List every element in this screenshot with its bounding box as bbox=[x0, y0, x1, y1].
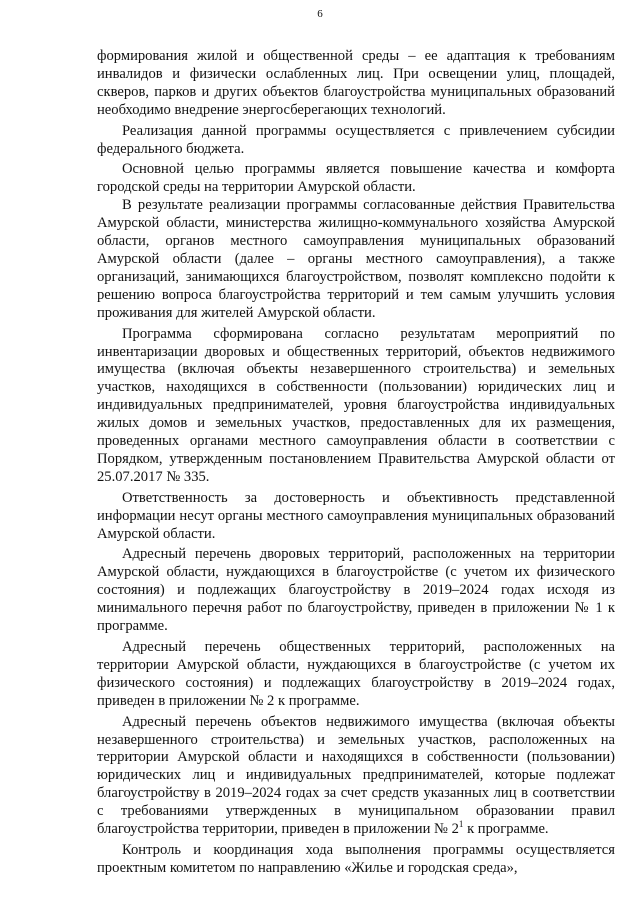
paragraph-6: Ответственность за достоверность и объективность представленной информации несут органы местного самоуправления муниципальных образований Амурской области. bbox=[97, 489, 615, 542]
paragraph-8: Адресный перечень общественных территорий, расположенных на территории Амурской области, нуждающихся в благоустройстве (с учетом их физического состояния) и подлежащих благоустройству в 2019–2024 годах, приведен в приложении № 2 к программе. bbox=[97, 639, 615, 709]
paragraph-5: Программа сформирована согласно результатам мероприятий по инвентаризации дворовых и общественных территорий, объектов недвижимого имущества (включая объекты незавершенного строительства) и земельных участков, находящихся в собственности (пользовании) юридических лиц и индивидуальных предпринимателей, уровня благоустройства индивидуальных жилых домов и земельных участков, предоставленных для их размещения, проведенных органами местного самоуправления области в соответствии с Порядком, утвержденным постановлением Правительства Амурской области от 25.07.2017 № 335. bbox=[97, 325, 615, 485]
paragraph-9-text: Адресный перечень объектов недвижимого имущества (включая объекты незавершенного строительства) и земельных участков, расположенных на территории Амурской области и находящихся в собственности (пользовании) юридических лиц и индивидуальных предпринимателей, которые подлежат благоустройству в 2019–2024 годах за счет средств указанных лиц в соответствии с требованиями утвержденных в муниципальном образовании правил благоустройства территории, приведен в приложении № 2 bbox=[97, 713, 615, 838]
document-body bbox=[97, 48, 615, 878]
page-number: 6 bbox=[317, 8, 323, 20]
paragraph-2: Реализация данной программы осуществляется с привлечением субсидии федерального бюджета. bbox=[97, 122, 615, 157]
paragraph-1: формирования жилой и общественной среды – ее адаптация к требованиям инвалидов и физически ослабленных лиц. При освещении улиц, площадей, скверов, парков и других объектов благоустройства муниципальных образований необходимо внедрение энергосберегающих технологий. bbox=[97, 48, 615, 118]
paragraph-3: Основной целью программы является повышение качества и комфорта городской среды на территории Амурской области. bbox=[97, 161, 615, 196]
paragraph-7: Адресный перечень дворовых территорий, расположенных на территории Амурской области, нуждающихся в благоустройстве (с учетом их физического состояния) и подлежащих благоустройству в 2019–2024 годах исходя из минимального перечня работ по благоустройству, приведен в приложении № 1 к программе. bbox=[97, 546, 615, 635]
appendix-superscript: 1 bbox=[458, 819, 464, 830]
paragraph-9-tail: к программе. bbox=[463, 821, 549, 838]
paragraph-10: Контроль и координация хода выполнения программы осуществляется проектным комитетом по направлению «Жилье и городская среда», bbox=[97, 841, 615, 876]
paragraph-9 bbox=[97, 714, 615, 839]
paragraph-4: В результате реализации программы согласованные действия Правительства Амурской области, министерства жилищно-коммунального хозяйства Амурской области, органов местного самоуправления муниципальных образований Амурской области (далее – органы местного самоуправления), а также организаций, занимающихся благоустройством, позволят комплексно подойти к решению вопроса благоустройства территорий и тем самым улучшить условия проживания для жителей Амурской области. bbox=[97, 197, 615, 321]
